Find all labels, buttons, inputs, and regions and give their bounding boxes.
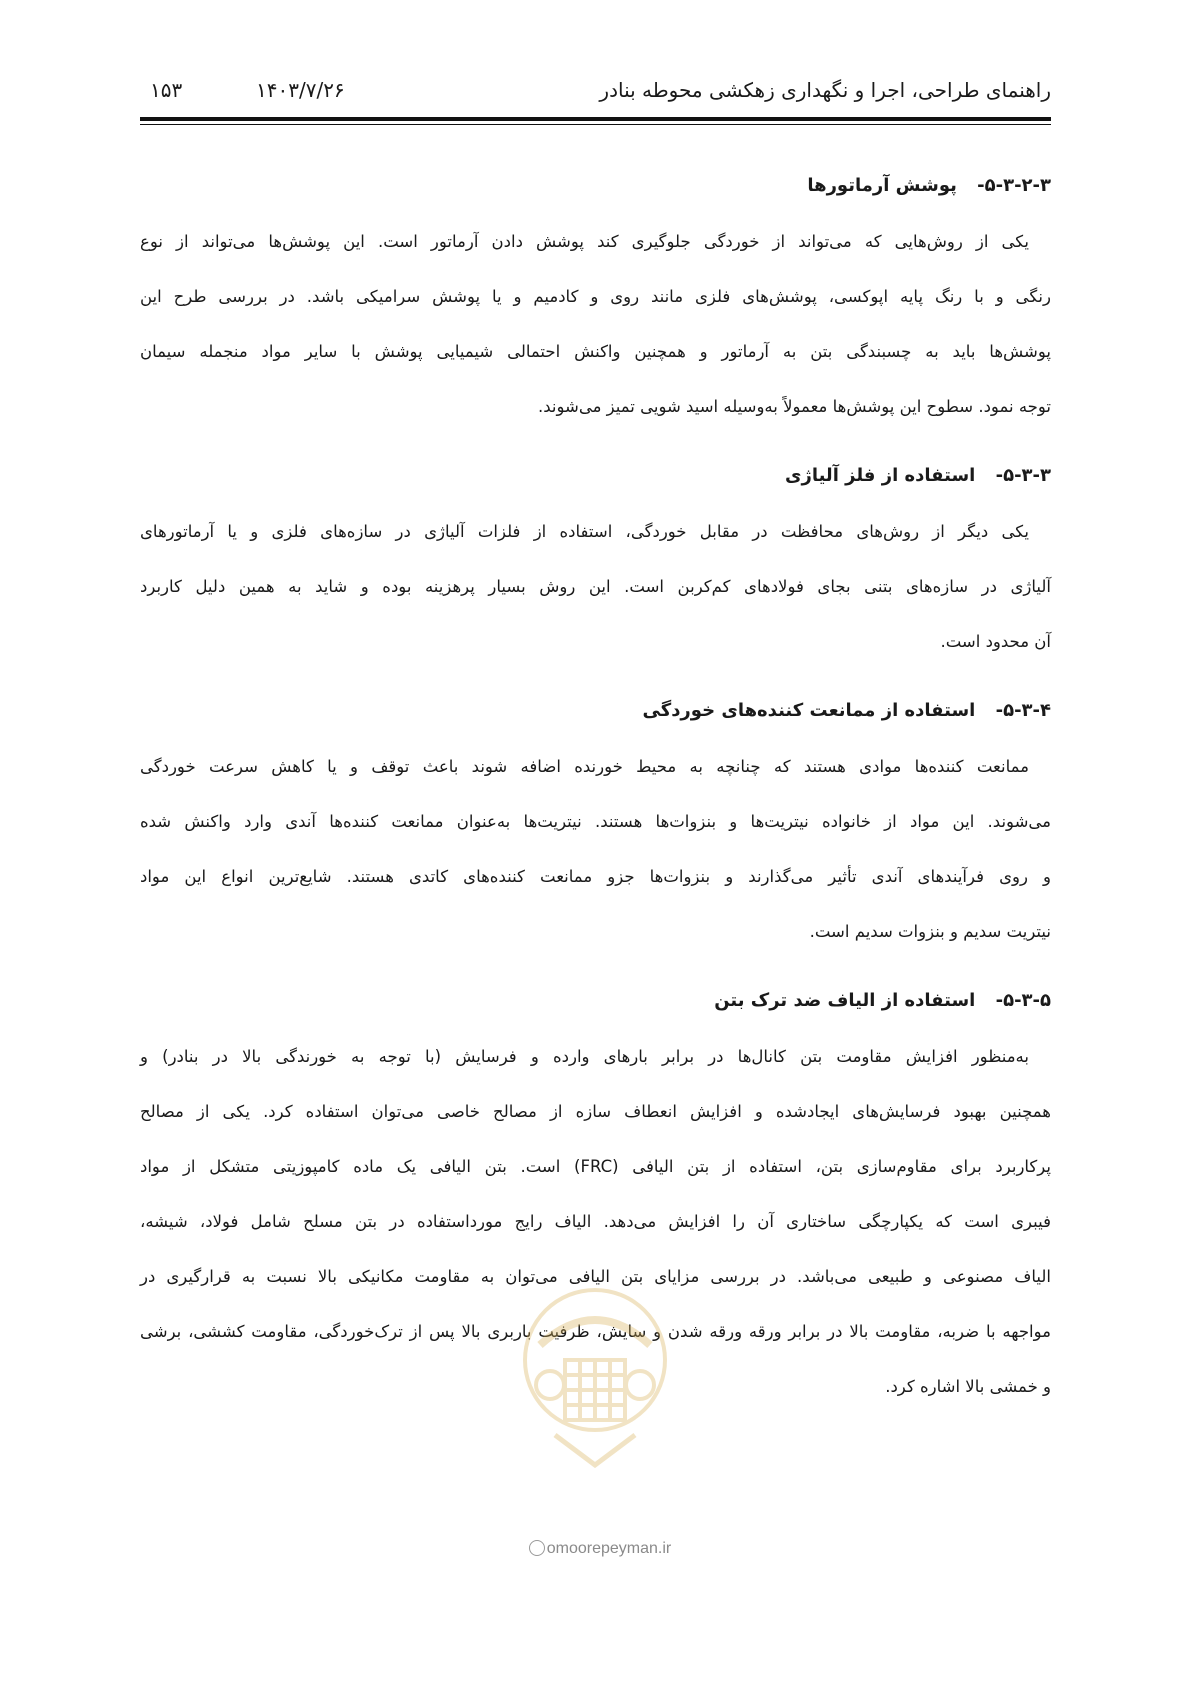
paragraph-line: و روی فرآیندهای آندی تأثیر می‌گذارند و بنزوات‌ها جزو ممانعت کننده‌های کاتدی هستند. شایع‌ترین انواع این مواد bbox=[140, 867, 1051, 886]
paragraph-line: و خمشی بالا اشاره کرد. bbox=[885, 1377, 1051, 1396]
paragraph-line: همچنین بهبود فرسایش‌های ایجادشده و افزایش انعطاف سازه از مصالح خاصی می‌توان استفاده کرد. یکی از مصالح bbox=[140, 1102, 1051, 1121]
paragraph-line: آلیاژی در سازه‌های بتنی بجای فولادهای کم‌کربن است. این روش بسیار پرهزینه بوده و شاید به همین دلیل کاربرد bbox=[140, 577, 1051, 596]
paragraph-line: می‌شوند. این مواد از خانواده نیتریت‌ها و بنزوات‌ها هستند. نیتریت‌ها به‌عنوان ممانعت کننده‌ها آندی وارد واکنش شده bbox=[140, 812, 1051, 831]
section-heading bbox=[140, 990, 1051, 1011]
section-heading bbox=[140, 175, 1051, 196]
section-heading bbox=[140, 700, 1051, 721]
section-title: استفاده از ممانعت کننده‌های خوردگی bbox=[642, 700, 976, 721]
watermark-text: omoorepeyman.ir bbox=[490, 1540, 710, 1558]
paragraph-line: توجه نمود. سطوح این پوشش‌ها معمولاً به‌وسیله اسید شویی تمیز می‌شوند. bbox=[537, 397, 1051, 416]
paragraph-line: پرکاربرد برای مقاوم‌سازی بتن، استفاده از بتن الیافی (FRC) است. بتن الیافی یک ماده کامپوزیتی متشکل از مواد bbox=[140, 1157, 1051, 1176]
page-header bbox=[140, 72, 1051, 112]
paragraph-line: ممانعت کننده‌ها موادی هستند که چنانچه به محیط خورنده اضافه شوند باعث توقف و یا کاهش سرعت خوردگی bbox=[140, 757, 1029, 776]
header-rule-thick bbox=[140, 117, 1051, 121]
section-heading bbox=[140, 465, 1051, 486]
section-number: ۵-۳-۲-۳- bbox=[977, 175, 1051, 196]
section-title: پوشش آرماتورها bbox=[807, 175, 957, 196]
section-number: ۵-۳-۳- bbox=[995, 465, 1051, 486]
paragraph bbox=[140, 739, 1051, 959]
section-title: استفاده از الیاف ضد ترک بتن bbox=[714, 990, 976, 1011]
paragraph-line: مواجهه با ضربه، مقاومت بالا در برابر ورقه ورقه شدن و سایش، ظرفیت باربری بالا پس از ترک‌خوردگی، مقاومت کششی، برشی bbox=[140, 1322, 1051, 1341]
paragraph-line: یکی از روش‌هایی که می‌تواند از خوردگی جلوگیری کند پوشش دادن آرماتور است. این پوشش‌ها می‌تواند از نوع bbox=[140, 232, 1029, 251]
at-icon bbox=[529, 1540, 545, 1556]
section-title: استفاده از فلز آلیاژی bbox=[784, 465, 976, 486]
body-content bbox=[140, 175, 1051, 1445]
page-number: ۱۵۳ bbox=[150, 78, 183, 102]
paragraph bbox=[140, 214, 1051, 434]
paragraph-line: به‌منظور افزایش مقاومت بتن کانال‌ها در برابر بارهای وارده و فرسایش (با توجه به خورندگی بالا در بنادر) و bbox=[140, 1047, 1029, 1066]
section-5-3-2-3 bbox=[140, 175, 1051, 434]
paragraph-line: نیتریت سدیم و بنزوات سدیم است. bbox=[809, 922, 1051, 941]
paragraph-line: یکی دیگر از روش‌های محافظت در مقابل خوردگی، استفاده از فلزات آلیاژی در سازه‌های فلزی و یا آرماتورهای bbox=[140, 522, 1029, 541]
paragraph-line: رنگی و با رنگ پایه اپوکسی، پوشش‌های فلزی مانند روی و کادمیم و یا پوشش سرامیکی باشد. در بررسی طرح این bbox=[140, 287, 1051, 306]
paragraph-line: آن محدود است. bbox=[940, 632, 1051, 651]
paragraph bbox=[140, 504, 1051, 669]
section-number: ۵-۳-۴- bbox=[995, 700, 1051, 721]
paragraph-line: فیبری است که یکپارچگی ساختاری آن را افزایش می‌دهد. الیاف رایج مورداستفاده در بتن مسلح شامل فولاد، شیشه، bbox=[140, 1212, 1051, 1231]
section-5-3-3 bbox=[140, 465, 1051, 669]
running-title: راهنمای طراحی، اجرا و نگهداری زهکشی محوطه بنادر bbox=[599, 78, 1051, 102]
watermark-logo bbox=[510, 1275, 680, 1475]
header-date: ۱۴۰۳/۷/۲۶ bbox=[256, 78, 345, 102]
paragraph-line: الیاف مصنوعی و طبیعی می‌باشد. در بررسی مزایای بتن الیافی می‌توان به مقاومت مکانیکی بالا نسبت به قرارگیری در bbox=[140, 1267, 1051, 1286]
header-rule-thin bbox=[140, 124, 1051, 125]
section-number: ۵-۳-۵- bbox=[995, 990, 1051, 1011]
paragraph-line: پوشش‌ها باید به چسبندگی بتن به آرماتور و همچنین واکنش احتمالی شیمیایی پوشش با سایر مواد منجمله سیمان bbox=[140, 342, 1051, 361]
section-5-3-4 bbox=[140, 700, 1051, 959]
